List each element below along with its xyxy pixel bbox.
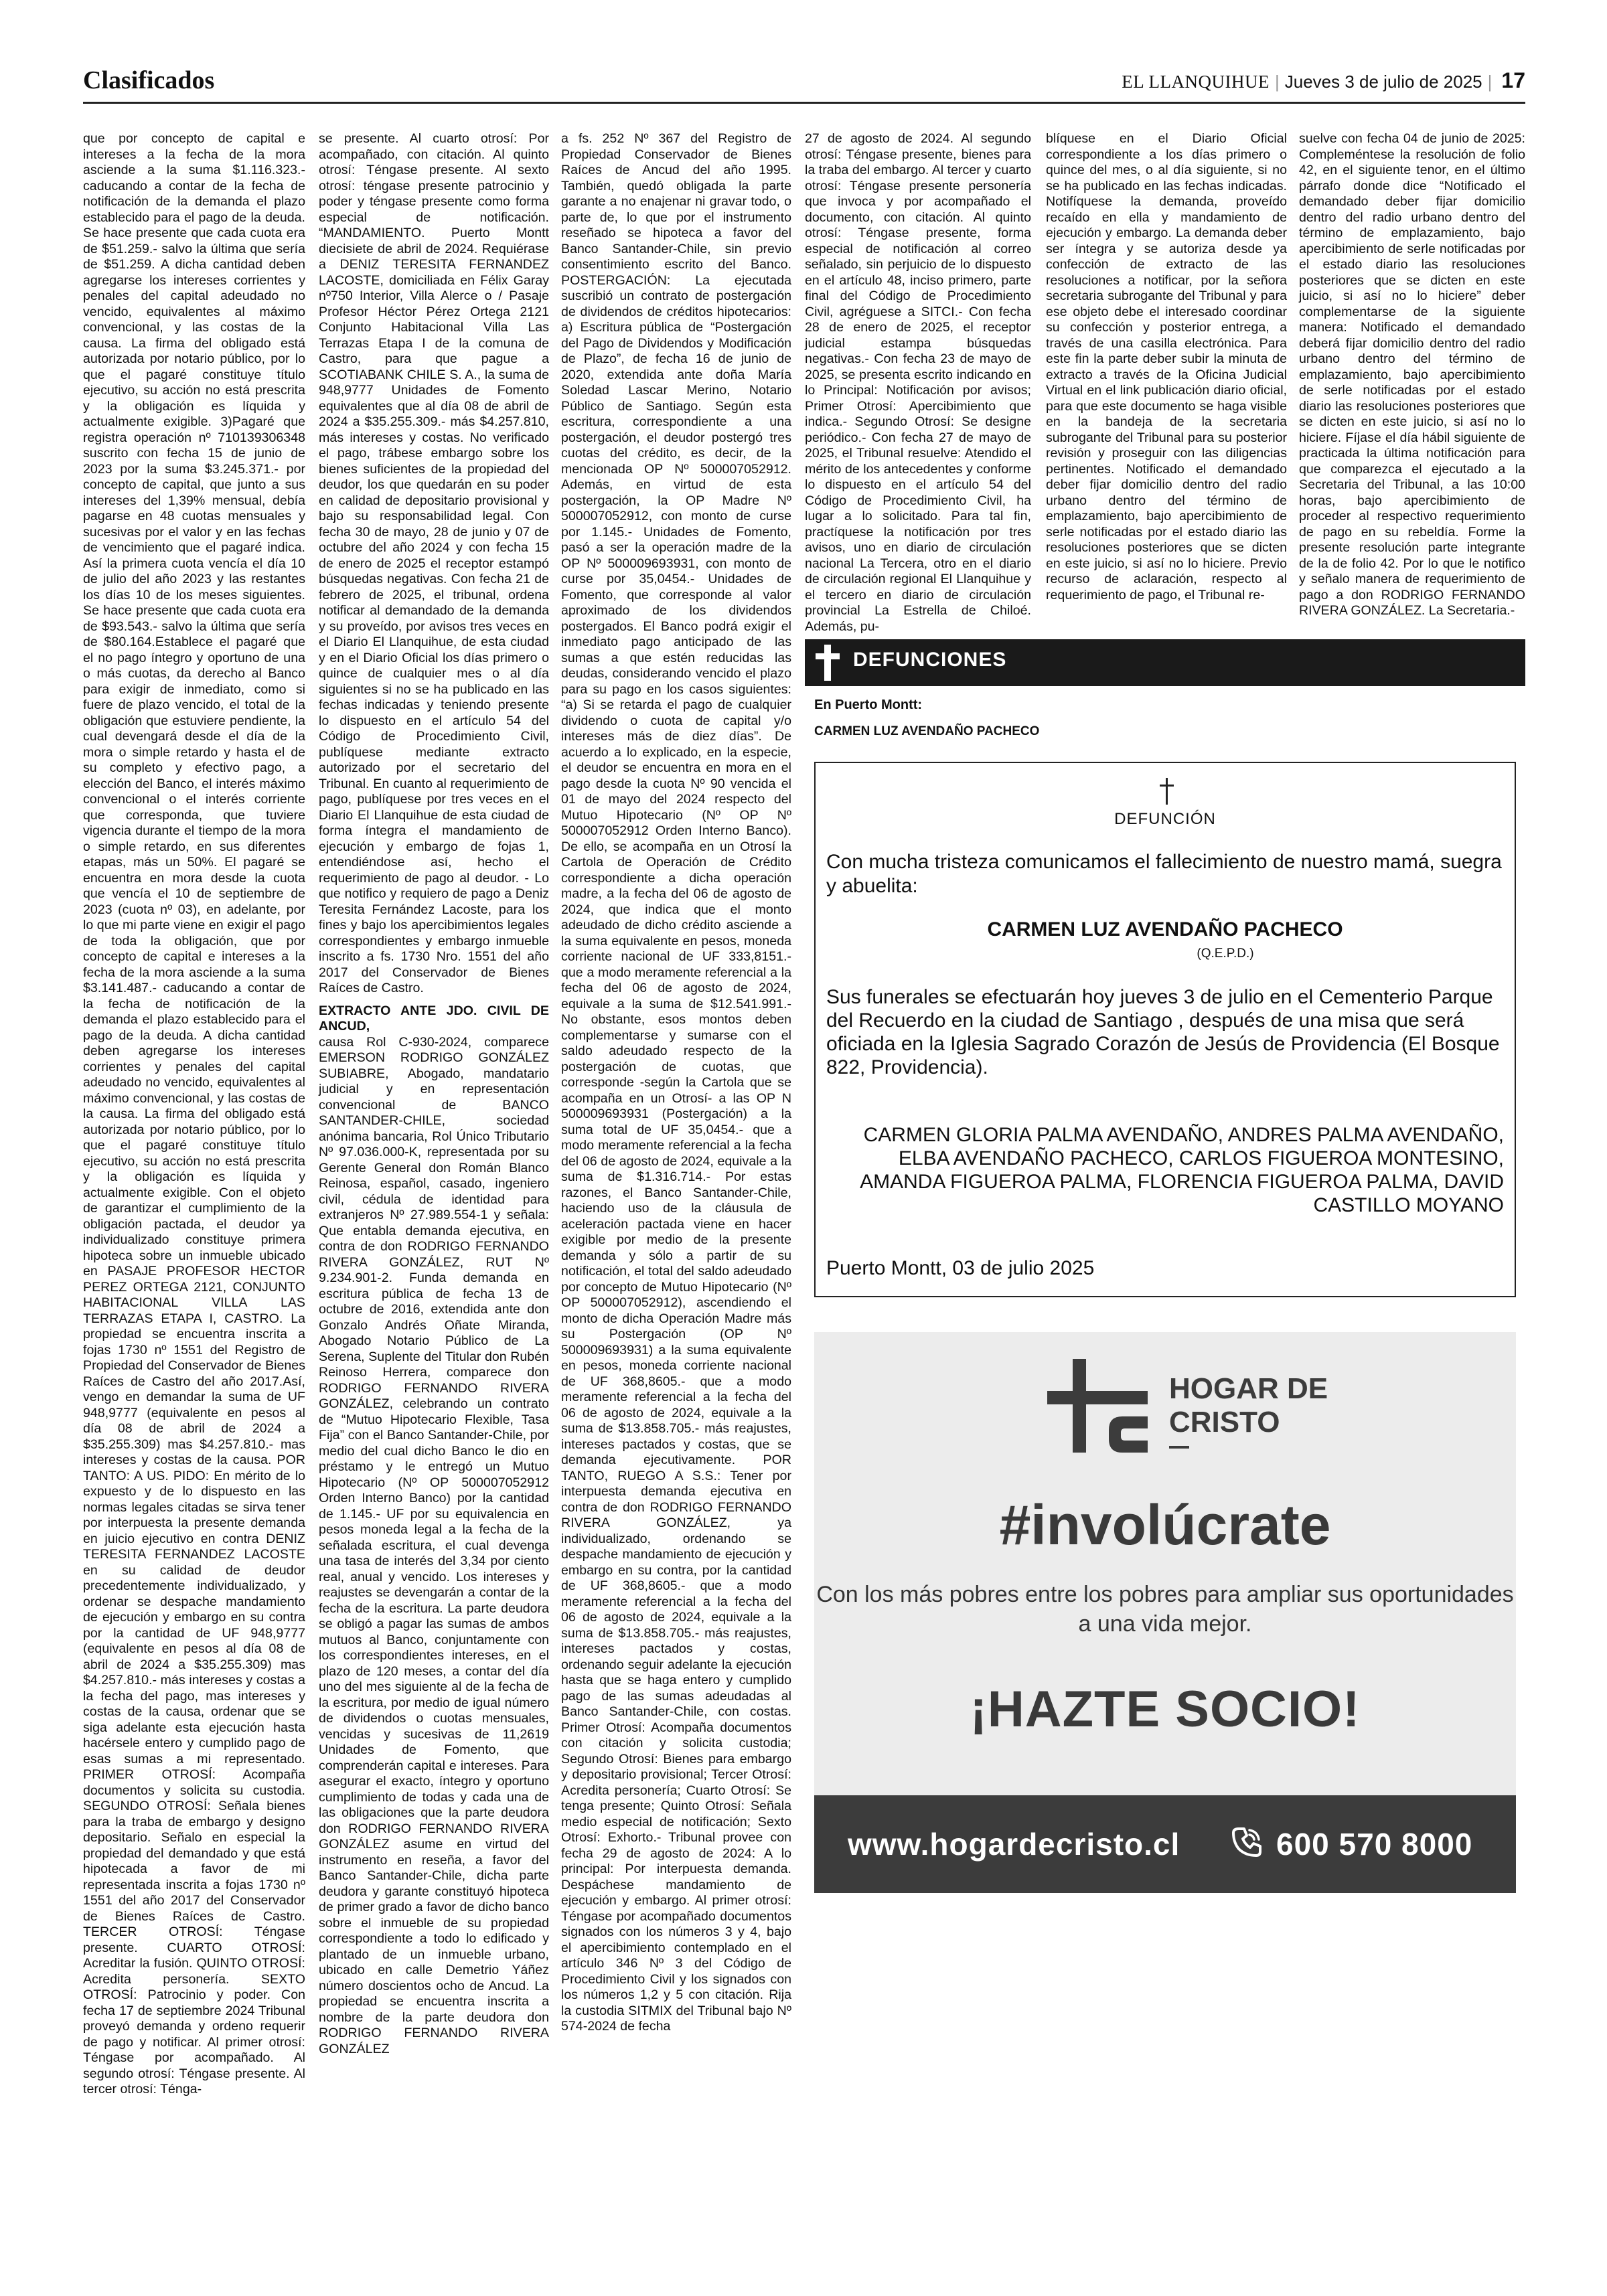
- death-notice: [814, 762, 1516, 1297]
- page-number: 17: [1501, 68, 1525, 92]
- extract-heading: EXTRACTO ANTE JDO. CIVIL DE ANCUD,: [319, 1003, 549, 1034]
- ad-hashtag: #involúcrate: [999, 1493, 1331, 1556]
- ad-tagline: Con los más pobres entre los pobres para ampliar sus oportunidades a una vida mejor.: [816, 1582, 1514, 1637]
- ad-call-to-action: ¡HAZTE SOCIO!: [970, 1681, 1361, 1738]
- ad-website: www.hogardecristo.cl: [848, 1827, 1180, 1862]
- text-column-4: [805, 131, 1031, 634]
- text-column-1: [83, 131, 305, 2097]
- page-header: [83, 62, 1525, 104]
- location-label: En Puerto Montt:: [814, 698, 923, 712]
- notice-deceased-name: CARMEN LUZ AVENDAÑO PACHECO: [987, 918, 1343, 940]
- notice-intro: Con mucha tristeza comunicamos el fallecimiento de nuestro mamá, suegra y abuelita:: [826, 851, 1502, 897]
- header-right: [1122, 68, 1525, 93]
- ad-phone-number: 600 570 8000: [1276, 1827, 1473, 1862]
- notice-heading: DEFUNCIÓN: [1114, 810, 1216, 828]
- notice-place-date: Puerto Montt, 03 de julio 2025: [826, 1257, 1095, 1279]
- notice-rip: (Q.E.P.D.): [1197, 947, 1254, 961]
- text-column-6: [1299, 131, 1525, 618]
- hogar-de-cristo-ad: [814, 1332, 1516, 1893]
- header-separator: |: [1487, 72, 1493, 92]
- column-text: suelve con fecha 04 de junio de 2025: Compleméntese la resolución de folio 42, en el siguiente tenor, en el último párrafo donde dice “Notificado el demandado deber fijar domicilio dentro del radio urbano dentro del término de emplazamiento, bajo apercibimiento de serle notificadas por el estado diario las resoluciones posteriores que se dicten en este juicio, si así no lo hiciere” deber complementarse de la siguiente manera: Notificado el demandado deberá fijar domicilio dentro del radio urbano dentro del término de emplazamiento, bajo apercibimiento de serle notificadas por el estado diario las resoluciones posteriores que se dicten en este juicio, si así no lo hiciere. Fíjase el día hábil siguiente de practicada la última notificación para que comparezca el ejecutado a la Secretaria del Tribunal, a las 10:00 horas, bajo apercibimiento de proceder al respectivo requerimiento de pago en su rebeldía. Forme la presente resolución parte integrante de la de folio 42. Por lo que le notifico y señalo manera de requerimiento de pago a don RODRIGO FERNANDO RIVERA GONZÁLEZ. La Secretaria.-: [1299, 131, 1525, 618]
- ad-footer: [814, 1795, 1516, 1893]
- cross-icon: [814, 645, 841, 681]
- newspaper-name: EL LLANQUIHUE: [1122, 72, 1270, 92]
- column-text: causa Rol C-930-2024, comparece EMERSON RODRIGO GONZÁLEZ SUBIABRE, Abogado, mandatario judicial y en representación convencional de BANCO SANTANDER-CHILE, sociedad anónima bancaria, Rol Único Tributario Nº 97.036.000-K, representada por su Gerente General don Román Blanco Reinosa, español, casado, ingeniero civil, cédula de identidad para extranjeros Nº 27.989.554-1 y señala: Que entabla demanda ejecutiva, en contra de don RODRIGO FERNANDO RIVERA GONZÁLEZ, RUT Nº 9.234.901-2. Funda demanda en escritura pública de fecha 13 de octubre de 2016, extendida ante don Gonzalo Andrés Oñate Miranda, Abogado Notario Público de La Serena, Suplente del Titular don Rubén Reinoso Herrera, comparece don RODRIGO FERNANDO RIVERA GONZÁLEZ, celebrando un contrato de “Mutuo Hipotecario Flexible, Tasa Fija” con el Banco Santander-Chile, por medio del cual dicho Banco le dio en préstamo y le entregó un Mutuo Hipotecario (Nº OP 500007052912 Orden Interno Banco) por la cantidad de 1.145.- UF por su equivalencia en pesos moneda legal a la fecha de la señalada escritura, el cual devenga una tasa de interés del 3,34 por ciento real, anual y vencido. Los intereses y reajustes se devengarán a contar de la fecha de la escritura. La parte deudora se obligó a pagar las sumas de ambos mutuos al Banco, conjuntamente con los correspondientes intereses, en el plazo de 120 meses, a contar del día uno del mes siguiente al de la fecha de la escritura, por medio de igual número de dividendos o cuotas mensuales, vencidas y sucesivas de 11,2619 Unidades de Fomento, que comprenderán capital e intereses. Para asegurar el exacto, íntegro y oportuno cumplimiento de todas y cada una de las obligaciones que la parte deudora don RODRIGO FERNANDO RIVERA GONZÁLEZ asume en virtud del instrumento en reseña, a favor del Banco Santander-Chile, dicha parte deudora y garante constituyó hipoteca de primer grado a favor de dicho banco sobre el inmueble de su propiedad correspondiente a todo lo edificado y plantado de un inmueble urbano, ubicado en calle Demetrio Yáñez número doscientos ocho de Ancud. La propiedad se encuentra inscrita a nombre de la parte deudora don RODRIGO FERNANDO RIVERA GONZÁLEZ: [319, 1034, 549, 2056]
- column-text: se presente. Al cuarto otrosí: Por acompañado, con citación. Al quinto otrosí: Téngase presente. Al sexto otrosí: téngase presente patrocinio y poder y téngase presente como forma especial de notificación. “MANDAMIENTO. Puerto Montt diecisiete de abril de 2024. Requiérase a DENIZ TERESITA FERNANDEZ LACOSTE, domiciliada en Félix Garay nº750 Interior, Villa Alerce o / Pasaje Profesor Héctor Pérez Ortega 2121 Conjunto Habitacional Villa Las Terrazas Etapa I de la comuna de Castro, para que pague a SCOTIABANK CHILE S. A., la suma de 948,9777 Unidades de Fomento equivalentes que al día 08 de abril de 2024 a $35.255.309.- más $4.257.810, más intereses y costas. No verificado el pago, trábese embargo sobre los bienes suficientes de la propiedad del deudor, los que quedarán en su poder en calidad de depositario provisional y bajo su responsabilidad legal. Con fecha 30 de mayo, 28 de junio y 07 de octubre del año 2024 y con fecha 15 de enero de 2025 el receptor estampó búsquedas negativas. Con fecha 21 de febrero de 2025, el tribunal, ordena notificar al demandado de la demanda y su proveído, por avisos tres veces en el Diario El Llanquihue, de esta ciudad y en el Diario Oficial los días primero o quince de cualquier mes o al día siguientes si no se ha publicado en las fechas indicadas y teniendo presente lo dispuesto en el artículo 54 del Código de Procedimiento Civil, publíquese mediante extracto autorizado por el secretario del Tribunal. En cuanto al requerimiento de pago, publíquese por tres veces en el Diario El Llanquihue de esta ciudad de forma íntegra el mandamiento de ejecución y embargo de fojas 1, entendiéndose así, hecho el requerimiento de pago al deudor. - Lo que notifico y requiero de pago a Deniz Teresita Fernández Lacoste, para los fines y bajo los apercibimientos legales correspondientes y embargo inmueble inscrito a fs. 1730 Nro. 1551 del año 2017 del Conservador de Bienes Raíces de Castro.: [319, 131, 549, 995]
- notice-family-names: CARMEN GLORIA PALMA AVENDAÑO, ANDRES PALMA AVENDAÑO, ELBA AVENDAÑO PACHECO, CARLOS FIGUEROA MONTESINO, AMANDA FIGUEROA PALMA, FLORENCIA FIGUEROA PALMA, DAVID CASTILLO MOYANO: [860, 1124, 1504, 1216]
- notice-funeral-text: Sus funerales se efectuarán hoy jueves 3 de julio en el Cementerio Parque del Recuerdo en la ciudad de Santiago , después de una misa que será oficiada en la Iglesia Sagrado Corazón de Jesús de Providencia (El Bosque 822, Providencia).: [826, 986, 1500, 1078]
- column-text: 27 de agosto de 2024. Al segundo otrosí: Téngase presente, bienes para la traba del embargo. Al tercer y cuarto otrosí: Téngase presente personería que invoca y por acompañado el documento, con citación. Al quinto otrosí: Téngase presente, forma especial de notificación al correo señalado, sin perjuicio de lo dispuesto en el artículo 48, inciso primero, parte final del Código de Procedimiento Civil, agréguese a SITCI.- Con fecha 28 de enero de 2025, el receptor judicial estampa búsquedas negativas.- Con fecha 23 de mayo de 2025, se presenta escrito indicando en lo Principal: Notificación por avisos; Primer Otrosí: Apercibimiento que indica.- Segundo Otrosí: Se designe periódico.- Con fecha 27 de mayo de 2025, el Tribunal resuelve: Atendido el mérito de los antecedentes y conforme lo dispuesto en el artículo 54 del Código de Procedimiento Civil, ha lugar a lo solicitado. Para tal fin, practíquese la notificación por tres avisos, uno en diario de circulación nacional La Tercera, otro en el diario de circulación regional El Llanquihue y el tercero en diario de circulación provincial La Estrella de Chiloé. Además, pu-: [805, 131, 1031, 634]
- column-text: a fs. 252 Nº 367 del Registro de Propiedad Conservador de Bienes Raíces de Ancud del año 1995. También, quedó obligada la parte garante a no enajenar ni gravar todo, o parte de, lo que por el instrumento reseñado se hipoteca a favor del Banco Santander-Chile, sin previo consentimiento escrito del Banco. POSTERGACIÓN: La ejecutada suscribió un contrato de postergación de dividendos de créditos hipotecarios: a) Escritura pública de “Postergación del Pago de Dividendos y Modificación de Plazo”, de fecha 16 de junio de 2020, extendida ante doña María Soledad Lascar Merino, Notario Público de Santiago. Según esta escritura, correspondiente a una postergación, el deudor postergó tres cuotas del crédito, es decir, de la mencionada OP Nº 500007052912. Además, en virtud de esta postergación, la OP Madre Nº 500007052912, con monto de curse por 1.145.- Unidades de Fomento, pasó a ser la operación madre de la OP Nº 500009693931, con monto de curse por 35,0454.- Unidades de Fomento, que corresponde al valor aproximado de los dividendos postergados. El Banco podrá exigir el inmediato pago anticipado de las sumas a que estén reducidas las deudas, considerando vencido el plazo para su pago en los casos siguientes: “a) Si se retarda el pago de cualquier dividendo o cuota de capital y/o intereses más de diez días”. De acuerdo a lo explicado, en la especie, el deudor se encuentra en mora en el pago desde la cuota Nº 90 vencida el 01 de mayo del 2024 respecto del Mutuo Hipotecario (Nº OP Nº 500007052912 Orden Interno Banco). De ello, se acompaña en un Otrosí la Cartola de Operación de Crédito correspondiente a dicha operación madre, a la fecha del 06 de agosto de 2024, que indica que el monto adeudado de dicho crédito asciende a la suma equivalente en pesos, moneda corriente nacional de UF 333,8151.- que a modo meramente referencial a la fecha del 06 de agosto de 2024, equivale a la suma de $12.541.991.- No obstante, esos montos deben complementarse y sumarse con el saldo adeudado respecto de la postergación de cuotas, que corresponde -según la Cartola que se acompaña en un Otrosí- a las OP N 500009693931 (Postergación) a la suma total de UF 35,0454.- que a modo meramente referencial a la fecha del 06 de agosto de 2024, equivale a la suma de $1.316.714.- Por estas razones, el Banco Santander-Chile, haciendo uso de la cláusula de aceleración pactada viene en hacer exigible por medio de la presente demanda y sólo a partir de su notificación, el total del saldo adeudado por concepto de Mutuo Hipotecario (Nº OP 500007052912), ascendiendo el monto de dicha Operación Madre más su Postergación (OP Nº 500009693931) a la suma equivalente en pesos, moneda corriente nacional de UF 368,8605.- que a modo meramente referencial a la fecha del 06 de agosto de 2024, equivale a la suma de $13.858.705.- más reajustes, intereses pactados y costas, que se demanda ejecutivamente. POR TANTO, RUEGO A S.S.: Tener por interpuesta demanda ejecutiva en contra de don RODRIGO FERNANDO RIVERA GONZÁLEZ, ya individualizado, ordenando se despache mandamiento de ejecución y embargo en su contra, por la cantidad de UF 368,8605.- que a modo meramente referencial a la fecha del 06 de agosto de 2024, equivale a la suma de $13.858.705.- más reajustes, intereses pactados y costas, ordenando seguir adelante la ejecución hasta que se haga entero y cumplido pago de las sumas adeudadas al Banco Santander-Chile, con costas. Primer Otrosí: Acompaña documentos con citación y solicita custodia; Segundo Otrosí: Bienes para embargo y depositario provisional; Tercer Otrosí: Acredita personería; Cuarto Otrosí: Se tenga presente; Quinto Otrosí: Señala medio especial de notificación; Sexto Otrosí: Exhorto.- Tribunal provee con fecha 29 de agosto de 2024: A lo principal: Por interpuesta demanda. Despáchese mandamiento de ejecución y embargo. Al primer otrosí: Téngase por acompañado documentos signados con los números 3 y 4, bajo el apercibimiento contemplado en el artículo 346 Nº 3 del Código de Procedimiento Civil y los signados con los números 1,2 y 5 con citación. Rija la custodia SITMIX del Tribunal bajo Nº 574-2024 de fecha: [561, 131, 791, 2034]
- column-text: que por concepto de capital e intereses a la fecha de la mora asciende a la suma $1.116.323.- caducando a contar de la fecha de notificación de la demanda el plazo establecido para el pago de la deuda. Se hace presente que cada cuota era de $51.259.- salvo la última que sería de $51.259. A dicha cantidad deben agregarse los intereses corrientes y penales del capital adeudado no vencido, equivalentes al máximo convencional, y las costas de la causa. La firma del obligado está autorizada por notario público, por lo que el pagaré constituye título ejecutivo, su acción no está prescrita y la obligación es líquida y actualmente exigible. 3)Pagaré que registra operación nº 710139306348 suscrito con fecha 15 de junio de 2023 por la suma $3.245.371.- por concepto de capital, que junto a sus intereses del 1,39% mensual, debía pagarse en 48 cuotas mensuales y sucesivas por el valor y en las fechas de vencimiento que el pagaré indica. Así la primera cuota vencía el día 10 de julio del año 2023 y las restantes los días 10 de los meses siguientes. Se hace presente que cada cuota era de $93.543.- salvo la última que sería de $80.164.Establece el pagaré que el no pago íntegro y oportuno de una o más cuotas, da derecho al Banco para exigir de inmediato, como si fuere de plazo vencido, el total de la obligación que estuviere pendiente, la cual devengará desde el día de la mora o simple retardo y hasta el de su completo y efectivo pago, a elección del Banco, el interés máximo convencional o el interés corriente que corresponda, que tuviere vigencia durante el tiempo de la mora o simple retardo, en sus diferentes etapas, más un 50%. El pagaré se encuentra en mora desde la cuota que vencía el 10 de septiembre de 2023 (cuota nº 03), en adelante, por lo que mi parte viene en exigir el pago de toda la obligación, que por concepto de capital e intereses a la fecha de la mora asciende a la suma $3.141.487.- caducando a contar de la fecha de notificación de la demanda el plazo establecido para el pago de la deuda. A dicha cantidad deben agregarse los intereses corrientes y penales del capital adeudado no vencido, equivalentes al máximo convencional, y las costas de la causa. La firma del obligado está autorizada por notario público, por lo que el pagaré constituye título ejecutivo, su acción no está prescrita y la obligación es líquida y actualmente exigible. Con el objeto de garantizar el cumplimiento de la obligación pactada, el deudor ya individualizado constituye primera hipoteca sobre un inmueble ubicado en PASAJE PROFESOR HECTOR PEREZ ORTEGA 2121, CONJUNTO HABITACIONAL VILLA LAS TERRAZAS ETAPA I, CASTRO. La propiedad se encuentra inscrita a fojas 1730 nº 1551 del Registro de Propiedad del Conservador de Bienes Raíces de Castro del año 2017.Así, vengo en demandar la suma de UF 948,9777 (equivalente en pesos al día 08 de abril de 2024 a $35.255.309) mas $4.257.810.- mas intereses y costas de la causa. POR TANTO: A US. PIDO: En mérito de lo expuesto y de lo dispuesto en las normas legales citadas se sirva tener por interpuesta la presente demanda en juicio ejecutivo en contra DENIZ TERESITA FERNANDEZ LACOSTE en su calidad de deudor precedentemente individualizado, y ordenar se despache mandamiento de ejecución y embargo en su contra por la cantidad de UF 948,9777 (equivalente en pesos al día 08 de abril de 2024 a $35.255.309) mas $4.257.810.- más intereses y costas a la fecha del pago, mas intereses y costas de la causa, ordenar que se siga adelante esta ejecución hasta hacérsele entero y cumplido pago de esas sumas a mi representado. PRIMER OTROSÍ: Acompaña documentos y solicita su custodia. SEGUNDO OTROSÍ: Señala bienes para la traba de embargo y designo depositario. Señalo en especial la propiedad del demandado y que está hipotecada a favor de mi representada inscrita a fojas 1730 nº 1551 del año 2017 del Conservador de Bienes Raíces de Castro. TERCER OTROSÍ: Téngase presente. CUARTO OTROSÍ: Acreditar la fusión. QUINTO OTROSÍ: Acredita personería. SEXTO OTROSÍ: Patrocinio y poder. Con fecha 17 de septiembre 2024 Tribunal proveyó demanda y ordeno requerir de pago y notificar. Al primer otrosí: Téngase por acompañado. Al segundo otrosí: Téngase presente. Al tercer otrosí: Ténga-: [83, 131, 305, 2097]
- ad-brand: HOGAR DE CRISTO: [1169, 1372, 1328, 1439]
- section-name: Clasificados: [83, 66, 215, 94]
- hogar-de-cristo-logo: [1047, 1359, 1154, 1453]
- text-column-2: [319, 131, 549, 2056]
- ad-brand-dash: [1169, 1446, 1189, 1449]
- deceased-name-label: CARMEN LUZ AVENDAÑO PACHECO: [814, 724, 1040, 738]
- column-text: blíquese en el Diario Oficial correspondiente a los días primero o quince del mes, o al día siguiente, si no se ha publicado en las fechas indicadas. Notifíquese la demanda, proveído recaído en ella y mandamiento de ejecución y embargo. La demanda deber ser íntegra y se autoriza desde ya confección de extracto de las resoluciones a notificar, por la señora secretaria subrogante del Tribunal y para ese objeto debe el interesado coordinar su confección y posterior entrega, a través de una casilla electrónica. Para este fin la parte deber subir la minuta de extracto a través de la Oficina Judicial Virtual en el link publicación diario oficial, para que este documento se haga visible en la bandeja de la secretaria subrogante del Tribunal para su posterior revisión y proseguir con las diligencias pertinentes. Notificado el demandado deber fijar domicilio dentro del radio urbano dentro del término de emplazamiento, bajo apercibimiento de serle notificadas por el estado diario las resoluciones posteriores que se dicten en este juicio, si así no lo hiciere. Previo recurso de aclaración, respecto al requerimiento de pago, el Tribunal re-: [1046, 131, 1287, 602]
- cross-icon: [1157, 778, 1177, 805]
- defunciones-title: DEFUNCIONES: [853, 649, 1007, 671]
- defunciones-bar: [805, 639, 1525, 686]
- text-column-5: [1046, 131, 1287, 602]
- issue-date: Jueves 3 de julio de 2025: [1284, 72, 1482, 92]
- header-separator: |: [1274, 72, 1280, 92]
- text-column-3: [561, 131, 791, 2034]
- phone-icon: [1229, 1825, 1264, 1860]
